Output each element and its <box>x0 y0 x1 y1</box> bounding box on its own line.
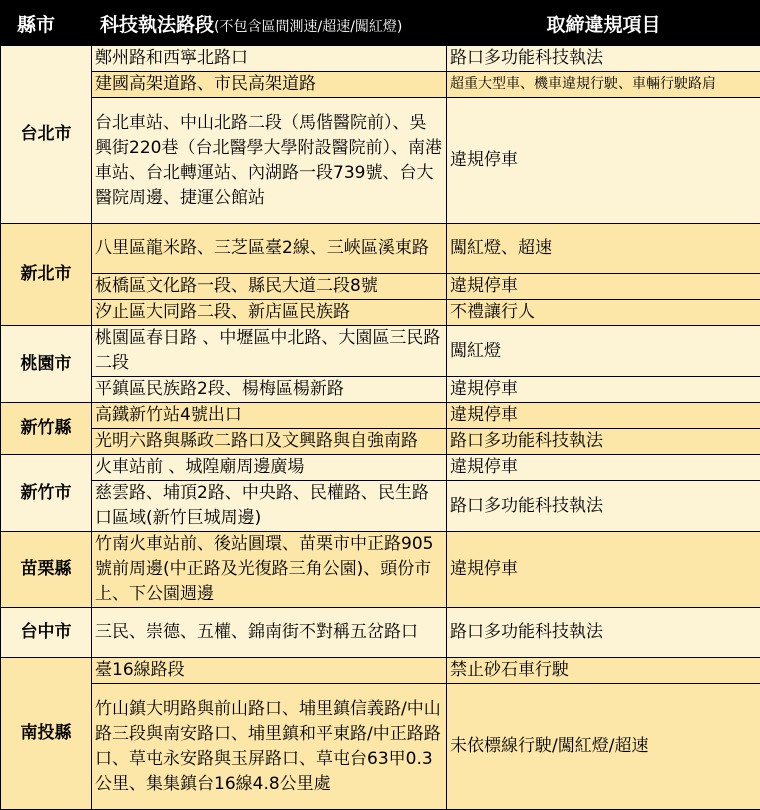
items-cell: 路口多功能科技執法 <box>447 46 760 72</box>
road-cell: 三民、崇德、五權、錦南街不對稱五岔路口 <box>92 608 447 658</box>
road-cell: 光明六路與縣政二路口及文興路與自強南路 <box>92 429 447 455</box>
road-cell: 高鐵新竹站4號出口 <box>92 403 447 429</box>
table-row <box>1 658 760 684</box>
items-cell: 違規停車 <box>447 455 760 481</box>
table-row <box>1 455 760 481</box>
items-cell: 路口多功能科技執法 <box>447 429 760 455</box>
road-cell: 鄭州路和西寧北路口 <box>92 46 447 72</box>
table-row <box>1 224 760 274</box>
header-row <box>1 1 760 46</box>
header-road <box>92 1 447 46</box>
items-cell: 不禮讓行人 <box>447 300 760 326</box>
items-cell: 闖紅燈 <box>447 326 760 377</box>
table-row <box>1 429 760 455</box>
header-items: 取締違規項目 <box>447 1 760 46</box>
road-cell: 八里區龍米路、三芝區臺2線、三峽區溪東路 <box>92 224 447 274</box>
items-cell: 禁止砂石車行駛 <box>447 658 760 684</box>
items-cell: 違規停車 <box>447 532 760 608</box>
items-cell: 違規停車 <box>447 274 760 300</box>
city-cell: 新北市 <box>1 224 92 326</box>
road-cell: 桃園區春日路 、中壢區中北路、大園區三民路二段 <box>92 326 447 377</box>
items-cell: 違規停車 <box>447 98 760 224</box>
road-cell: 台北車站、中山北路二段（馬偕醫院前）、吳興街220巷（台北醫學大學附設醫院前）、南港車站、台北轉運站、內湖路一段739號、台大醫院周邊、捷運公館站 <box>92 98 447 224</box>
city-cell: 新竹市 <box>1 455 92 532</box>
table-row <box>1 274 760 300</box>
table-row <box>1 46 760 72</box>
items-cell: 違規停車 <box>447 377 760 403</box>
items-cell: 違規停車 <box>447 403 760 429</box>
table-row <box>1 326 760 377</box>
city-cell: 新竹縣 <box>1 403 92 455</box>
city-cell: 南投縣 <box>1 658 92 810</box>
items-cell: 路口多功能科技執法 <box>447 608 760 658</box>
road-cell: 竹南火車站前、後站圓環、苗栗市中正路905號前周邊(中正路及光復路三角公園)、頭份市上、下公園週邊 <box>92 532 447 608</box>
road-cell: 平鎮區民族路2段、楊梅區楊新路 <box>92 377 447 403</box>
table-row <box>1 300 760 326</box>
items-cell: 未依標線行駛/闖紅燈/超速 <box>447 684 760 810</box>
table-row <box>1 532 760 608</box>
table-row <box>1 608 760 658</box>
table-row <box>1 72 760 98</box>
table-row <box>1 98 760 224</box>
items-cell: 超重大型車、機車違規行駛、車輛行駛路肩 <box>447 72 760 98</box>
road-cell: 汐止區大同路二段、新店區民族路 <box>92 300 447 326</box>
table-row <box>1 481 760 532</box>
road-cell: 板橋區文化路一段、縣民大道二段8號 <box>92 274 447 300</box>
city-cell: 苗栗縣 <box>1 532 92 608</box>
road-cell: 臺16線路段 <box>92 658 447 684</box>
items-cell: 路口多功能科技執法 <box>447 481 760 532</box>
road-cell: 竹山鎮大明路與前山路口、埔里鎮信義路/中山路三段與南安路口、埔里鎮和平東路/中正路路口、草屯永安路與玉屏路口、草屯台63甲0.3公里、集集鎮台16線4.8公里處 <box>92 684 447 810</box>
table-row <box>1 377 760 403</box>
city-cell: 桃園市 <box>1 326 92 403</box>
header-road-label: 科技執法路段 <box>100 14 214 36</box>
city-cell: 台北市 <box>1 46 92 224</box>
road-cell: 建國高架道路、市民高架道路 <box>92 72 447 98</box>
road-cell: 火車站前 、城隍廟周邊廣場 <box>92 455 447 481</box>
table-row <box>1 403 760 429</box>
road-cell: 慈雲路、埔頂2路、中央路、民權路、民生路口區域(新竹巨城周邊) <box>92 481 447 532</box>
header-road-note: (不包含區間測速/超速/闖紅燈) <box>214 19 402 35</box>
header-county: 縣市 <box>1 1 92 46</box>
table-row <box>1 684 760 810</box>
city-cell: 台中市 <box>1 608 92 658</box>
items-cell: 闖紅燈、超速 <box>447 224 760 274</box>
